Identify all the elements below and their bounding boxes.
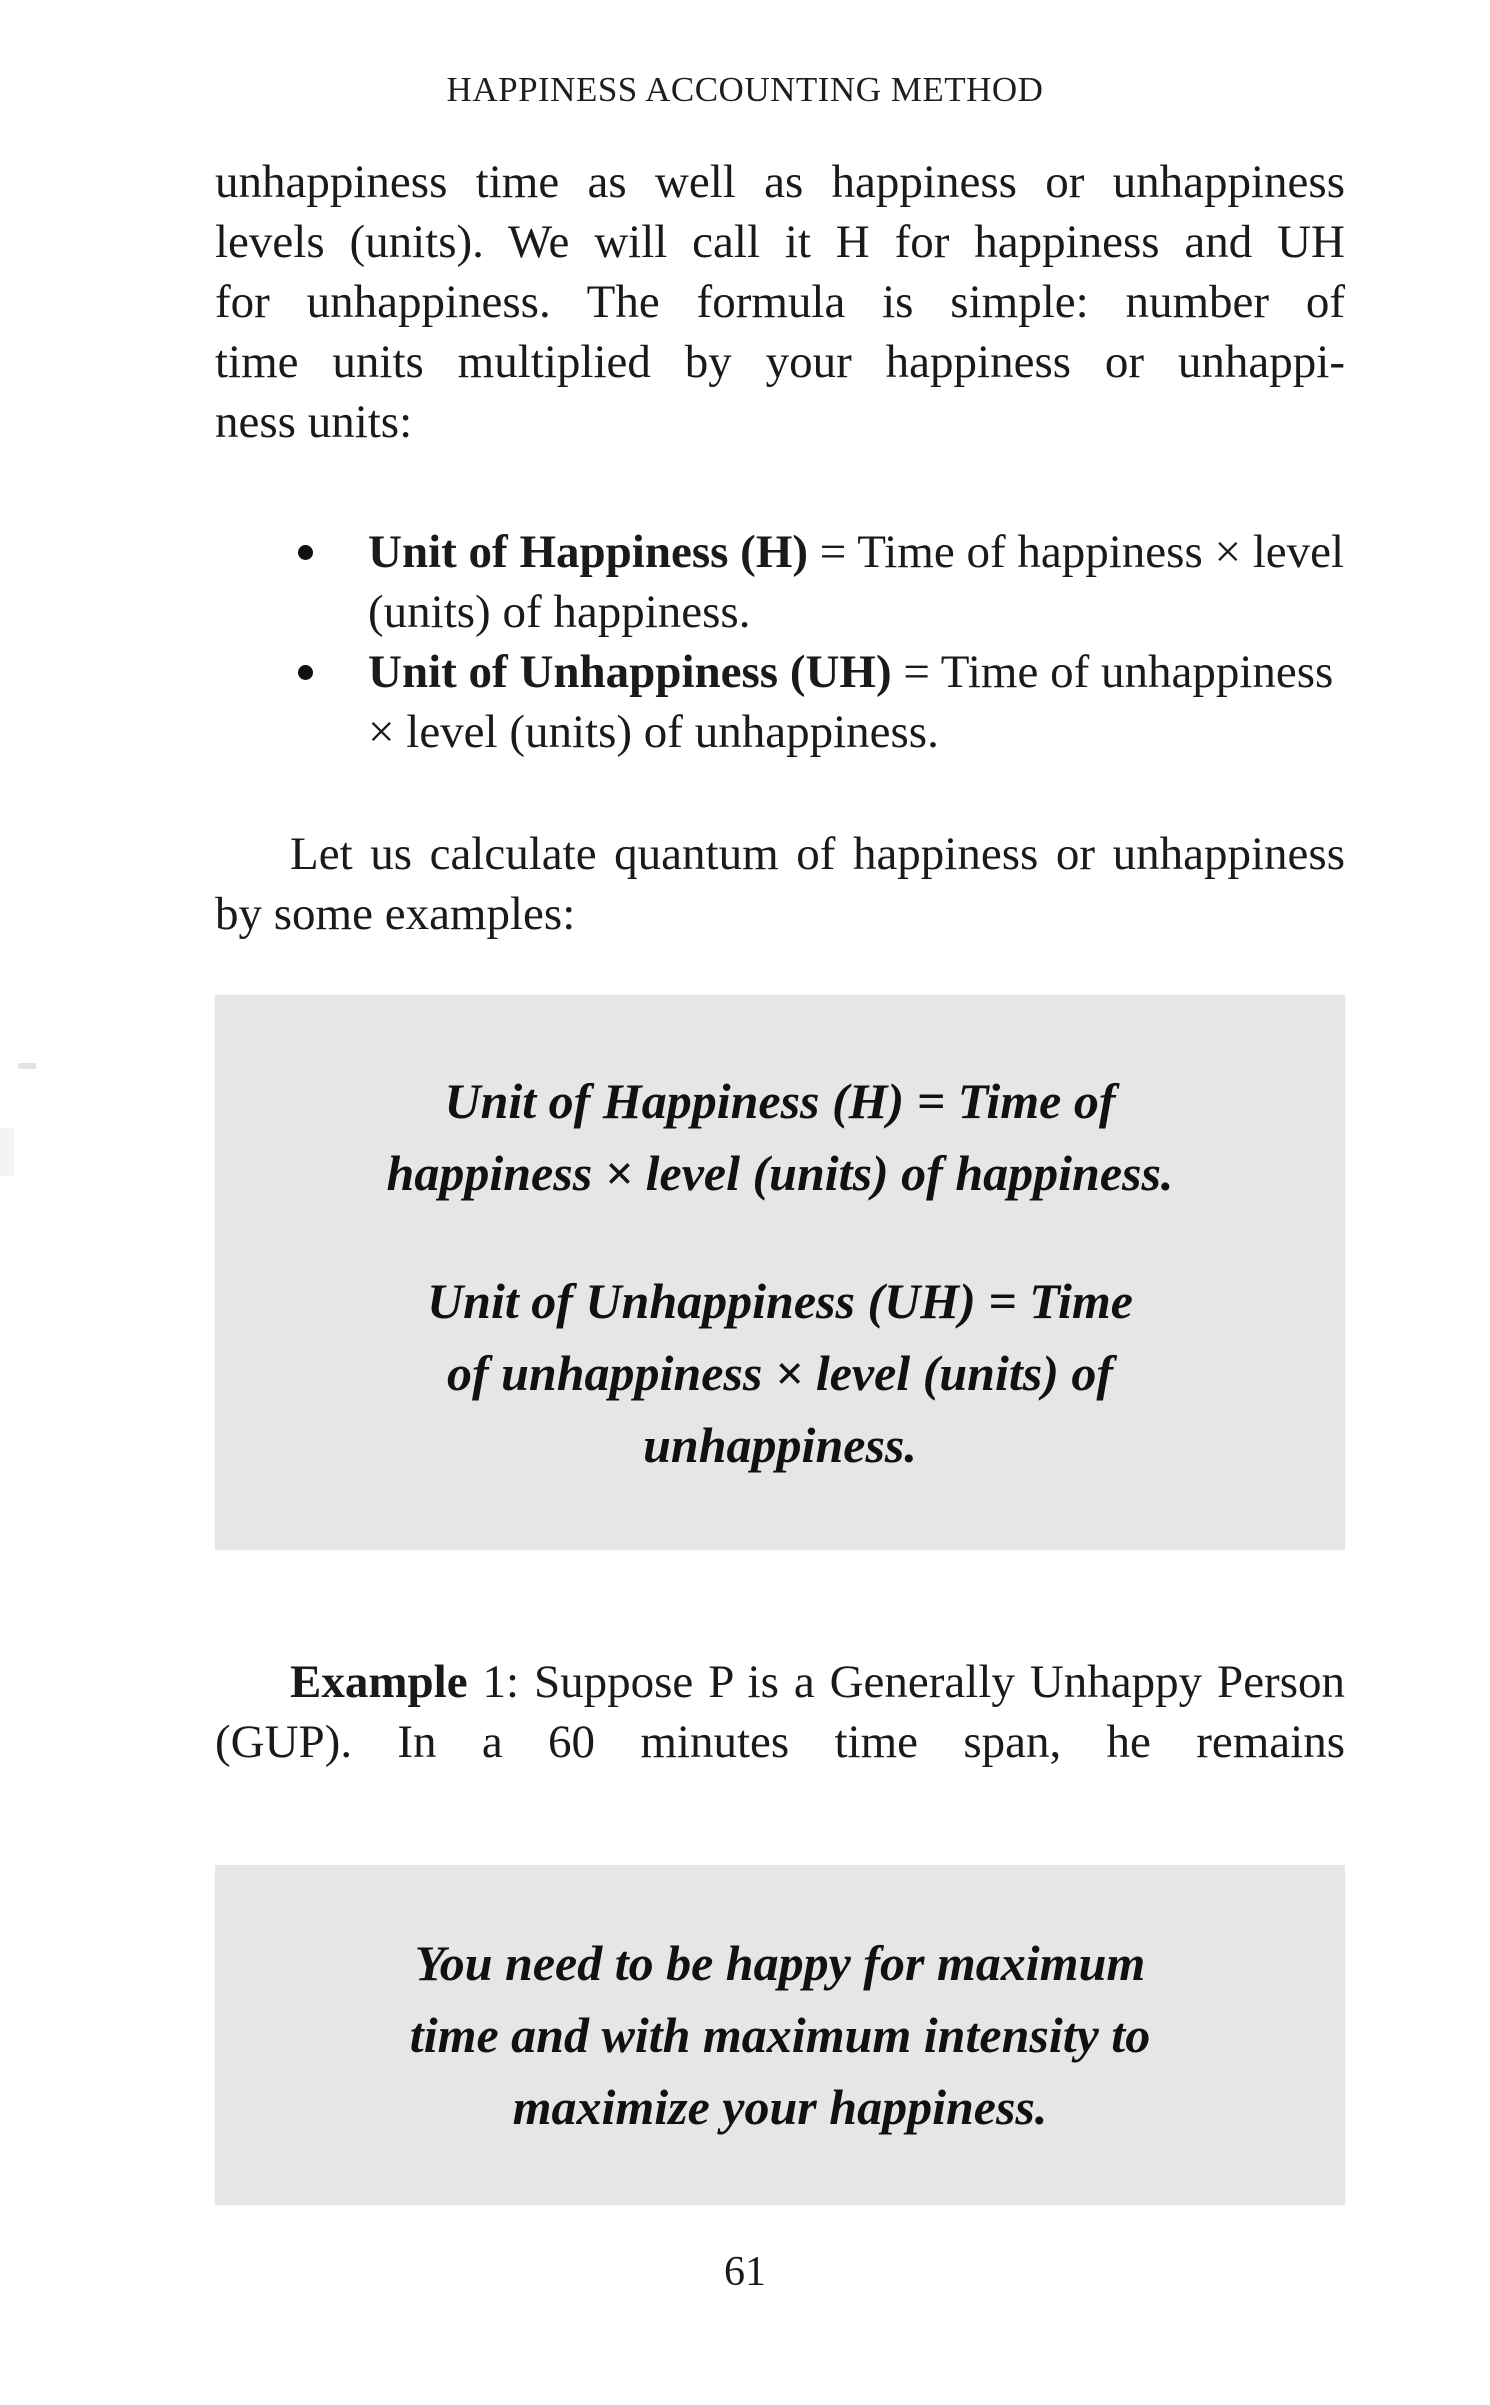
intro-line: levels (units). We will call it H for happiness and UH (215, 216, 1345, 268)
quote-callout (215, 1865, 1345, 2205)
example-1-paragraph (215, 1652, 1345, 1772)
examples-intro-text: Let us calculate quantum of happiness or unhappiness by some examples: (215, 828, 1345, 940)
intro-line: for unhappiness. The formula is simple: number of (215, 276, 1345, 328)
example-label: Example (290, 1656, 468, 1708)
bullet-icon (298, 665, 313, 680)
definition-text: = Time of unhappiness × level (units) of unhappiness. (368, 646, 1334, 758)
example-number: 1: (467, 1656, 520, 1708)
definition-term: Unit of Happiness (H) (368, 526, 809, 578)
intro-line: time units multiplied by your happiness or unhappi- (215, 336, 1345, 388)
definition-list (290, 522, 1350, 762)
formula-uh-line: unhappiness. (643, 1416, 917, 1473)
formula-uh-line: of unhappiness × level (units) of (446, 1344, 1114, 1401)
definition-term: Unit of Unhappiness (UH) (368, 646, 892, 698)
quote-line: maximize your happiness. (512, 2079, 1048, 2135)
examples-intro-paragraph (215, 824, 1345, 944)
definition-text: = Time of happiness × level (units) of happiness. (368, 526, 1345, 638)
definition-item-unhappiness (290, 642, 1350, 762)
formula-uh-line: Unit of Unhappiness (UH) = Time (427, 1272, 1133, 1329)
example-1-text (215, 1652, 1345, 1772)
quote-line: You need to be happy for maximum (414, 1935, 1146, 1991)
formula-callout (215, 995, 1345, 1550)
scan-artifact (18, 1063, 36, 1069)
bullet-icon (298, 545, 313, 560)
formula-h-line: Unit of Happiness (H) = Time of (444, 1072, 1116, 1129)
formula-h-line: happiness × level (units) of happiness. (386, 1144, 1174, 1201)
quote-line: time and with maximum intensity to (409, 2007, 1151, 2063)
definition-item-happiness (290, 522, 1350, 642)
intro-line: ness units: (215, 396, 413, 448)
intro-line: unhappiness time as well as happiness or unhappiness (215, 156, 1345, 208)
scan-artifact (0, 1128, 14, 1176)
page-number: 61 (724, 2249, 766, 2295)
running-head: HAPPINESS ACCOUNTING METHOD (446, 70, 1044, 109)
example-body: Suppose P is a Generally Unhappy Person (GUP). In a 60 minutes time span, he remains (215, 1656, 1346, 1768)
intro-paragraph (215, 152, 1345, 452)
